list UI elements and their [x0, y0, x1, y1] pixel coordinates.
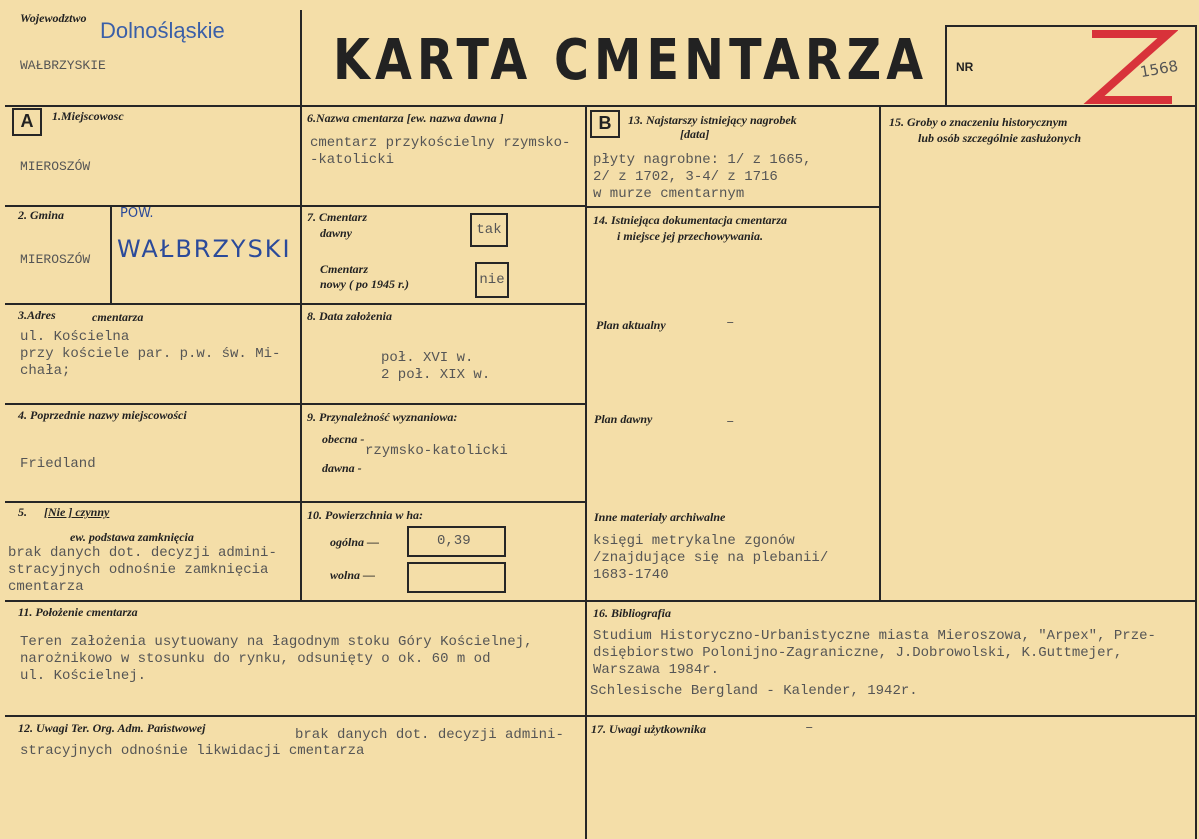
field-11-value: Teren założenia usytuowany na łagodnym stoku Góry Kościelnej, narożnikowo w stosunku do rynku, odsunięty o ok. 60 m od ul. Kościelnej. — [20, 634, 533, 684]
field-11-label: 11. Położenie cmentarza — [18, 605, 138, 619]
rule-row5 — [5, 501, 585, 503]
rule-col-nr — [945, 25, 947, 105]
field-5-status: [Nie ] czynny — [44, 505, 110, 519]
field-12-label: 12. Uwagi Ter. Org. Adm. Państwowej — [18, 721, 206, 735]
rule-col-left-a — [300, 10, 302, 600]
field-1-value: MIEROSZÓW — [20, 159, 91, 174]
nr-label: NR — [956, 60, 974, 74]
field-8-value: poł. XVI w. 2 poł. XIX w. — [381, 350, 491, 383]
field-14-label-b: i miejsce jej przechowywania. — [617, 229, 763, 243]
field-3-label-b: cmentarza — [92, 310, 144, 324]
field-10-total-box: 0,39 — [407, 526, 506, 557]
field-5-sub: ew. podstawa zamknięcia — [70, 530, 194, 544]
plan-former-label: Plan dawny — [594, 412, 653, 426]
field-16-value-b: Schlesische Bergland - Kalender, 1942r. — [590, 683, 918, 699]
card-title: KARTA CMENTARZA — [333, 28, 929, 93]
wojewodztwo-value: WAŁBRZYSKIE — [20, 58, 106, 73]
field-7-label: 7. Cmentarz — [307, 210, 368, 224]
field-10-free-box — [407, 562, 506, 593]
field-9-current-label: obecna - — [322, 432, 365, 446]
section-a-marker: A — [12, 108, 42, 136]
rule-row2-left — [5, 205, 585, 207]
field-5-label: 5. — [18, 505, 27, 519]
field-9-current-value: rzymsko-katolicki — [365, 443, 508, 459]
field-17-value: – — [805, 720, 814, 736]
nr-number: 1568 — [1138, 56, 1180, 82]
other-materials-value: księgi metrykalne zgonów /znajdujące się na plebanii/ 1683-1740 — [593, 533, 829, 583]
field-10-label: 10. Powierzchnia w ha: — [307, 508, 424, 522]
field-1-label: 1.Miejscowosc — [52, 109, 124, 123]
field-5-value: brak danych dot. decyzji admini- stracyjnych odnośnie zamknięcia cmentarza — [8, 545, 277, 595]
rule-row7 — [5, 715, 1196, 717]
field-14-label: 14. Istniejąca dokumentacja cmentarza — [593, 213, 788, 227]
field-15-label-b: lub osób szczególnie zasłużonych — [918, 131, 1082, 145]
plan-former-value: – — [726, 414, 735, 430]
field-7-new-sub: nowy ( po 1945 r.) — [320, 277, 410, 291]
field-16-value: Studium Historyczno-Urbanistyczne miasta Mieroszowa, "Arpex", Prze- dsiębiorstwo Polonijno-Zagraniczne, J.Dobrowolski, K.Guttmejer, Warszawa 1984r. — [593, 628, 1156, 678]
field-13-label-b: [data] — [680, 127, 710, 141]
field-8-label: 8. Data założenia — [307, 309, 393, 323]
plan-current-value: – — [726, 315, 735, 331]
field-2-value: MIEROSZÓW — [20, 252, 91, 267]
field-7-dawny-box: tak — [470, 213, 508, 247]
field-3-value: ul. Kościelna przy kościele par. p.w. św. Mi- chała; — [20, 329, 281, 379]
field-13-label: 13. Najstarszy istniejący nagrobek — [628, 113, 797, 127]
field-15-label: 15. Groby o znaczeniu historycznym — [889, 115, 1068, 129]
field-2-hand-prefix: POW. — [120, 206, 154, 221]
field-16-label: 16. Bibliografia — [593, 606, 672, 620]
plan-current-label: Plan aktualny — [596, 318, 666, 332]
rule-right-edge — [1195, 25, 1197, 839]
field-12-value-a: brak danych dot. decyzji admini- — [295, 727, 564, 743]
wojewodztwo-stamp: Dolnośląskie — [100, 18, 225, 43]
field-2-label: 2. Gmina — [18, 208, 65, 222]
section-b-marker: B — [590, 110, 620, 138]
rule-row1 — [5, 105, 1196, 107]
field-9-former-label: dawna - — [322, 461, 362, 475]
rule-row3 — [5, 303, 585, 305]
wojewodztwo-label: Wojewodztwo — [20, 11, 87, 25]
field-10-free-label: wolna — — [330, 568, 376, 582]
field-13-value: płyty nagrobne: 1/ z 1665, 2/ z 1702, 3-4/ z 1716 w murze cmentarnym — [593, 152, 812, 202]
field-9-label: 9. Przynależność wyznaniowa: — [307, 410, 458, 424]
other-materials-label: Inne materiały archiwalne — [594, 510, 726, 524]
field-6-value: cmentarz przykościelny rzymsko- -katolicki — [310, 135, 571, 168]
field-2-divider — [110, 205, 112, 303]
rule-row6 — [5, 600, 1196, 602]
field-12-value-b: stracyjnych odnośnie likwidacji cmentarza — [20, 743, 365, 759]
rule-row2-mid — [585, 206, 881, 208]
field-3-label: 3.Adres — [18, 308, 56, 322]
field-6-label: 6.Nazwa cmentarza [ew. nazwa dawna ] — [307, 111, 504, 125]
rule-row4 — [5, 403, 585, 405]
field-7-new-label: Cmentarz — [320, 262, 369, 276]
field-10-total-label: ogólna — — [330, 535, 380, 549]
field-4-value: Friedland — [20, 456, 96, 472]
field-2-hand-value: WAŁBRZYSKI — [117, 235, 292, 263]
field-7-dawny: dawny — [320, 226, 353, 240]
field-7-new-box: nie — [475, 262, 509, 298]
rule-col-mid — [585, 105, 587, 839]
rule-top — [945, 25, 1196, 27]
field-4-label: 4. Poprzednie nazwy miejscowości — [18, 408, 187, 422]
field-17-label: 17. Uwagi użytkownika — [591, 722, 707, 736]
rule-col-right — [879, 105, 881, 600]
